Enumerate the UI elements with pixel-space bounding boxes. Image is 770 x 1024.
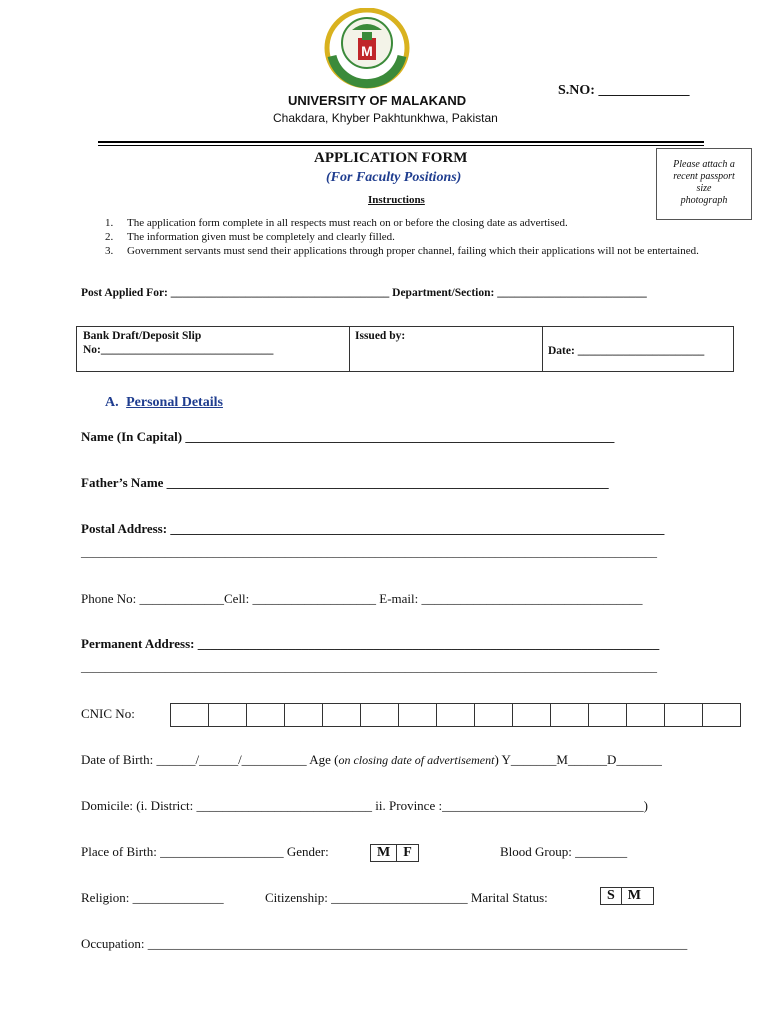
dob-italic-note: on closing date of advertisement xyxy=(338,753,495,767)
instructions-list xyxy=(80,216,740,258)
cnic-digit-box[interactable] xyxy=(665,703,703,727)
dob-label: Date of Birth: ______/______/__________ Age ( xyxy=(81,752,339,767)
cnic-digit-box[interactable] xyxy=(247,703,285,727)
cnic-digit-box[interactable] xyxy=(589,703,627,727)
dob-field[interactable] xyxy=(81,752,662,768)
photo-note-line: Please attach a xyxy=(673,159,735,170)
gender-male-option[interactable]: M xyxy=(377,845,391,860)
religion-field[interactable]: Religion: ______________ xyxy=(81,890,224,905)
serial-number: S.NO: _____________ xyxy=(558,83,690,98)
gender-female-option[interactable]: F xyxy=(396,845,418,861)
date-label: Date: ______________________ xyxy=(548,345,705,357)
photo-note-line: recent passport xyxy=(673,171,735,182)
name-field[interactable]: Name (In Capital) __________________________________________________________________ xyxy=(81,429,615,444)
cnic-input-boxes[interactable] xyxy=(170,703,741,727)
marital-single-option[interactable]: S xyxy=(607,888,615,903)
cnic-digit-box[interactable] xyxy=(475,703,513,727)
post-applied-field[interactable]: Post Applied For: ______________________________________ Department/Section: __________________________ xyxy=(81,287,647,299)
cnic-digit-box[interactable] xyxy=(513,703,551,727)
cnic-digit-box[interactable] xyxy=(323,703,361,727)
university-location: Chakdara, Khyber Pakhtunkhwa, Pakistan xyxy=(273,111,498,125)
cnic-digit-box[interactable] xyxy=(209,703,247,727)
citizenship-field[interactable]: Citizenship: _____________________ Marital Status: xyxy=(265,890,548,905)
bank-draft-number: No:______________________________ xyxy=(83,344,274,356)
blood-group-field[interactable]: Blood Group: ________ xyxy=(500,844,628,859)
section-letter: A. xyxy=(105,395,119,410)
form-title: APPLICATION FORM xyxy=(314,150,468,166)
cnic-digit-box[interactable] xyxy=(437,703,475,727)
university-logo xyxy=(322,8,412,90)
instructions-heading: Instructions xyxy=(368,194,425,206)
occupation-field[interactable]: Occupation: ___________________________________________________________________________________ xyxy=(81,936,688,951)
phone-field[interactable]: Phone No: _____________Cell: ___________________ E-mail: __________________________________ xyxy=(81,591,643,606)
cnic-digit-box[interactable] xyxy=(170,703,209,727)
age-fields: ) Y_______M______D_______ xyxy=(494,752,662,767)
instruction-item: 3. Government servants must send their applications through proper channel, failing which their applications will not be entertained. xyxy=(105,245,699,257)
bank-draft-cell[interactable] xyxy=(77,327,350,371)
section-heading xyxy=(105,395,223,411)
domicile-field[interactable]: Domicile: (i. District: ___________________________ ii. Province :_______________________________) xyxy=(81,798,648,813)
postal-address-line2[interactable]: ________________________________________________________________________________________________ xyxy=(81,545,657,559)
instruction-item: 1. The application form complete in all respects must reach on or before the closing date as advertised. xyxy=(105,217,568,229)
gender-options[interactable] xyxy=(370,844,419,862)
permanent-address-line2[interactable]: ________________________________________________________________________________________________ xyxy=(81,660,657,674)
header-rule-thin xyxy=(98,145,704,146)
form-subtitle: (For Faculty Positions) xyxy=(326,170,462,185)
bank-draft-table xyxy=(76,326,734,372)
date-cell[interactable] xyxy=(542,327,733,371)
cnic-label: CNIC No: xyxy=(81,706,135,721)
photo-note-line: size xyxy=(696,183,712,194)
issued-by-cell[interactable] xyxy=(349,327,543,371)
permanent-address-field[interactable]: Permanent Address: _______________________________________________________________________ xyxy=(81,636,660,651)
cnic-digit-box[interactable] xyxy=(703,703,741,727)
cnic-digit-box[interactable] xyxy=(627,703,665,727)
place-of-birth-field[interactable]: Place of Birth: ___________________ Gender: xyxy=(81,844,329,859)
header-rule xyxy=(98,141,704,143)
cnic-digit-box[interactable] xyxy=(399,703,437,727)
university-name: UNIVERSITY OF MALAKAND xyxy=(288,93,467,108)
marital-status-options[interactable] xyxy=(600,887,654,905)
cnic-digit-box[interactable] xyxy=(361,703,399,727)
instruction-item: 2. The information given must be completely and clearly filled. xyxy=(105,231,395,243)
cnic-digit-box[interactable] xyxy=(551,703,589,727)
svg-text:M: M xyxy=(361,43,373,59)
section-title: Personal Details xyxy=(126,395,223,410)
issued-by-label: Issued by: xyxy=(355,330,406,342)
marital-married-option[interactable]: M xyxy=(621,888,653,904)
photo-note-line: photograph xyxy=(680,195,728,206)
photo-placeholder xyxy=(656,148,752,220)
postal-address-field[interactable]: Postal Address: ____________________________________________________________________________ xyxy=(81,521,665,536)
cnic-digit-box[interactable] xyxy=(285,703,323,727)
father-name-field[interactable]: Father’s Name ____________________________________________________________________ xyxy=(81,475,609,490)
bank-draft-label: Bank Draft/Deposit Slip xyxy=(83,330,202,342)
